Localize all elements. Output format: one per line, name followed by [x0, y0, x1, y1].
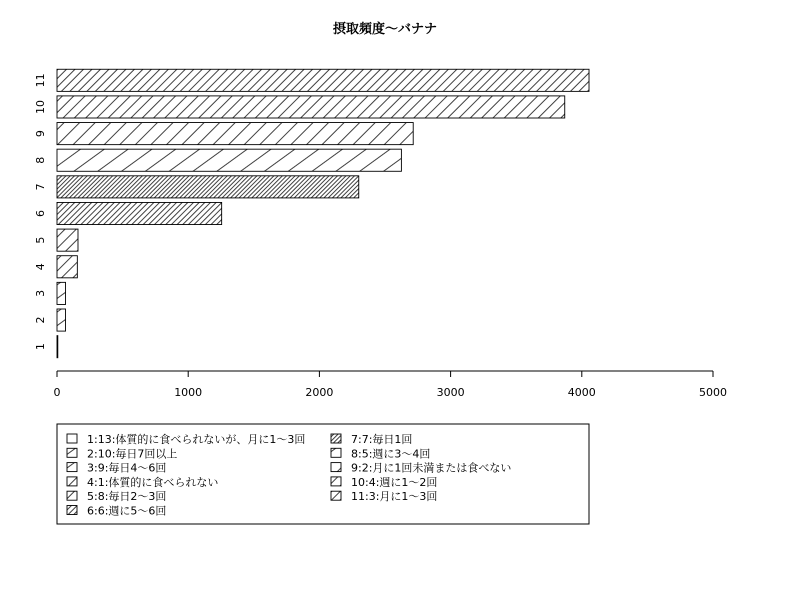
x-tick-label: 3000 — [436, 386, 465, 399]
legend-swatch — [331, 434, 341, 443]
bar-9 — [57, 123, 413, 145]
legend — [57, 424, 589, 524]
y-tick-label: 3 — [33, 289, 47, 297]
legend-swatch — [67, 448, 77, 457]
x-tick-label: 1000 — [174, 386, 203, 399]
legend-swatch — [331, 491, 341, 500]
bar-5 — [57, 229, 78, 251]
legend-swatch — [67, 491, 77, 500]
x-tick-label: 4000 — [567, 386, 596, 399]
y-tick-label: 10 — [33, 99, 47, 114]
legend-label: 7:7:毎日1回 — [351, 433, 413, 446]
bar-6 — [57, 202, 222, 224]
y-tick-label: 5 — [33, 236, 47, 244]
bar-10 — [57, 96, 565, 118]
y-tick-label: 1 — [33, 343, 47, 351]
y-axis — [34, 73, 47, 350]
legend-label: 5:8:毎日2〜3回 — [87, 490, 167, 504]
x-tick-label: 2000 — [305, 386, 334, 399]
bar-11 — [57, 69, 589, 91]
y-tick-label: 8 — [33, 156, 47, 164]
legend-swatch — [67, 463, 77, 472]
bar-7 — [57, 176, 359, 198]
legend-label: 10:4:週に1〜2回 — [351, 475, 438, 489]
bars-group — [57, 69, 589, 357]
bar-8 — [57, 149, 401, 171]
bar-1 — [57, 336, 58, 358]
legend-swatch — [67, 434, 77, 443]
bar-3 — [57, 282, 66, 304]
legend-label: 9:2:月に1回未満または食べない — [351, 461, 512, 475]
legend-swatch — [67, 506, 77, 515]
y-tick-label: 7 — [33, 183, 47, 191]
legend-label: 1:13:体質的に食べられないが、月に1〜3回 — [87, 433, 306, 446]
legend-label: 2:10:毎日7回以上 — [87, 447, 178, 461]
bar-4 — [57, 256, 77, 278]
legend-label: 11:3:月に1〜3回 — [351, 490, 438, 504]
y-tick-label: 11 — [33, 73, 47, 88]
legend-swatch — [331, 463, 341, 472]
y-tick-label: 4 — [33, 263, 47, 271]
x-axis — [54, 371, 728, 399]
x-tick-label: 5000 — [699, 386, 727, 399]
y-tick-label: 9 — [33, 130, 47, 138]
chart-title: 摂取頻度〜バナナ — [332, 22, 438, 37]
legend-swatch — [331, 448, 341, 457]
legend-swatch — [331, 477, 341, 486]
x-tick-label: 0 — [53, 386, 61, 399]
legend-label: 4:1:体質的に食べられない — [87, 475, 219, 489]
y-tick-label: 6 — [33, 210, 47, 217]
legend-swatch — [67, 477, 77, 486]
legend-label: 3:9:毎日4〜6回 — [87, 461, 167, 475]
y-tick-label: 2 — [33, 316, 47, 324]
legend-label: 8:5:週に3〜4回 — [351, 447, 431, 461]
bar-2 — [57, 309, 66, 331]
legend-label: 6:6:週に5〜6回 — [87, 504, 167, 518]
